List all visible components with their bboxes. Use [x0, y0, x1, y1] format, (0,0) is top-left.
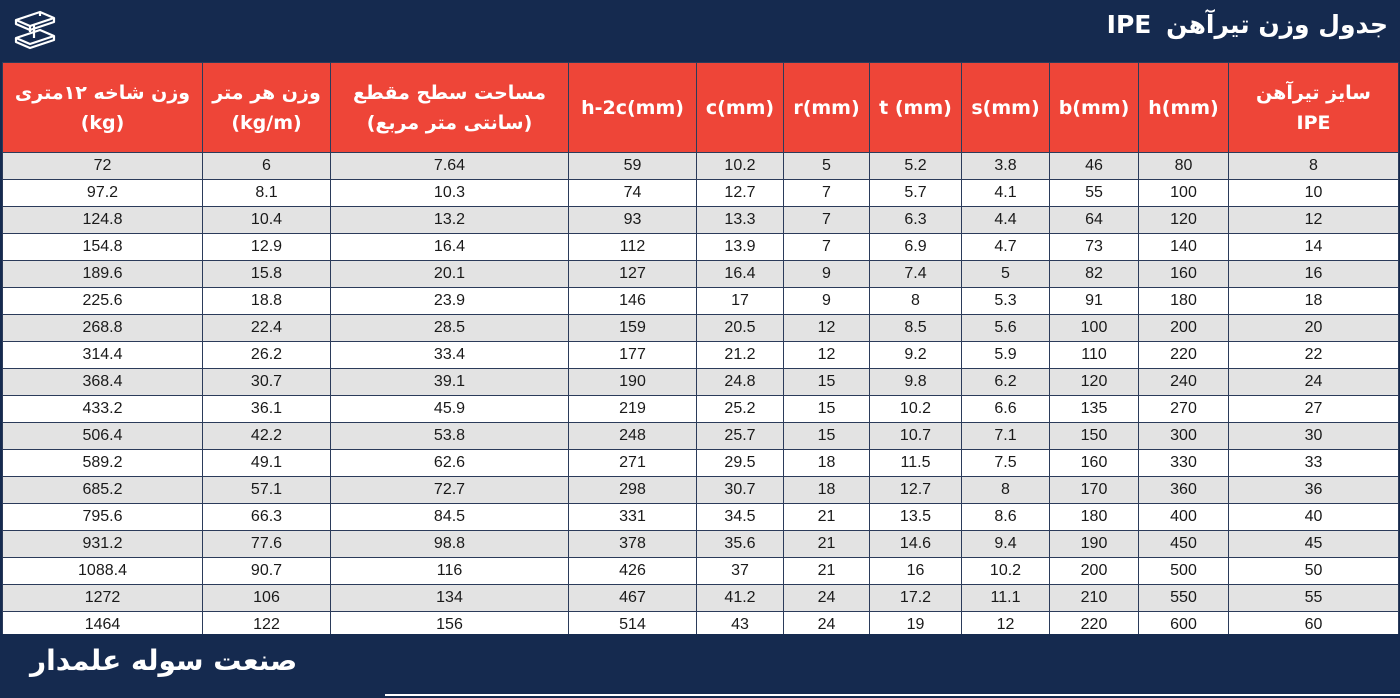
table-row	[3, 288, 1399, 315]
column-header-label: c(mm)	[705, 96, 775, 119]
table-cell: 21	[784, 558, 870, 585]
table-cell: 16.4	[331, 234, 569, 261]
table-cell: 17.2	[870, 585, 962, 612]
table-cell: 514	[569, 612, 697, 639]
table-cell: 55	[1050, 180, 1139, 207]
table-cell: 10.7	[870, 423, 962, 450]
table-cell: 15	[784, 396, 870, 423]
table-cell: 55	[1229, 585, 1399, 612]
table-cell: 7.1	[962, 423, 1050, 450]
table-cell: 506.4	[3, 423, 203, 450]
table-cell: 600	[1139, 612, 1229, 639]
table-cell: 17	[697, 288, 784, 315]
table-cell: 12	[784, 315, 870, 342]
table-cell: 6.3	[870, 207, 962, 234]
table-cell: 49.1	[203, 450, 331, 477]
table-cell: 27	[1229, 396, 1399, 423]
table-cell: 200	[1139, 315, 1229, 342]
column-header	[870, 63, 962, 153]
table-cell: 106	[203, 585, 331, 612]
page-title-fa: جدول وزن تیرآهن	[1166, 10, 1388, 39]
table-cell: 21	[784, 504, 870, 531]
column-header-label: وزن شاخه ۱۲متری	[14, 81, 191, 104]
table-cell: 3.8	[962, 153, 1050, 180]
table-cell: 8	[870, 288, 962, 315]
table-cell: 146	[569, 288, 697, 315]
table-cell: 190	[1050, 531, 1139, 558]
table-row	[3, 450, 1399, 477]
column-header-sublabel: IPE	[1296, 111, 1331, 134]
table-cell: 33	[1229, 450, 1399, 477]
table-cell: 12	[784, 342, 870, 369]
table-cell: 73	[1050, 234, 1139, 261]
table-cell: 271	[569, 450, 697, 477]
i-beam-icon	[10, 8, 58, 54]
table-cell: 4.1	[962, 180, 1050, 207]
table-cell: 9	[784, 288, 870, 315]
table-cell: 15	[784, 423, 870, 450]
table-body	[3, 153, 1399, 639]
table-cell: 8	[962, 477, 1050, 504]
table-cell: 110	[1050, 342, 1139, 369]
table-row	[3, 207, 1399, 234]
table-cell: 210	[1050, 585, 1139, 612]
table-cell: 170	[1050, 477, 1139, 504]
table-cell: 5.7	[870, 180, 962, 207]
table-row	[3, 261, 1399, 288]
table-cell: 159	[569, 315, 697, 342]
table-cell: 160	[1139, 261, 1229, 288]
table-cell: 1088.4	[3, 558, 203, 585]
table-cell: 9.8	[870, 369, 962, 396]
table-cell: 5.3	[962, 288, 1050, 315]
table-cell: 270	[1139, 396, 1229, 423]
table-cell: 550	[1139, 585, 1229, 612]
table-cell: 37	[697, 558, 784, 585]
table-cell: 42.2	[203, 423, 331, 450]
column-header-sublabel: (kg)	[80, 111, 125, 134]
table-cell: 23.9	[331, 288, 569, 315]
table-row	[3, 315, 1399, 342]
table-cell: 13.2	[331, 207, 569, 234]
table-cell: 122	[203, 612, 331, 639]
table-cell: 15.8	[203, 261, 331, 288]
table-cell: 7.5	[962, 450, 1050, 477]
table-cell: 426	[569, 558, 697, 585]
table-cell: 140	[1139, 234, 1229, 261]
table-cell: 9.4	[962, 531, 1050, 558]
table-cell: 43	[697, 612, 784, 639]
table-cell: 13.3	[697, 207, 784, 234]
table-cell: 30.7	[697, 477, 784, 504]
table-cell: 467	[569, 585, 697, 612]
page-title	[1107, 10, 1388, 39]
table-cell: 16	[1229, 261, 1399, 288]
table-cell: 13.5	[870, 504, 962, 531]
table-cell: 268.8	[3, 315, 203, 342]
table-cell: 20.1	[331, 261, 569, 288]
table-cell: 248	[569, 423, 697, 450]
table-cell: 240	[1139, 369, 1229, 396]
table-cell: 46	[1050, 153, 1139, 180]
table-cell: 25.7	[697, 423, 784, 450]
table-cell: 41.2	[697, 585, 784, 612]
table-cell: 28.5	[331, 315, 569, 342]
table-cell: 134	[331, 585, 569, 612]
table-cell: 20.5	[697, 315, 784, 342]
column-header-label: h(mm)	[1148, 96, 1219, 119]
table-cell: 77.6	[203, 531, 331, 558]
table-cell: 8.1	[203, 180, 331, 207]
table-cell: 7	[784, 180, 870, 207]
table-cell: 45.9	[331, 396, 569, 423]
table-cell: 112	[569, 234, 697, 261]
table-cell: 24.8	[697, 369, 784, 396]
table-cell: 33.4	[331, 342, 569, 369]
table-cell: 5	[962, 261, 1050, 288]
column-header	[3, 63, 203, 153]
table-cell: 39.1	[331, 369, 569, 396]
table-cell: 45	[1229, 531, 1399, 558]
table-cell: 24	[784, 612, 870, 639]
table-cell: 10.4	[203, 207, 331, 234]
table-cell: 4.4	[962, 207, 1050, 234]
table-cell: 177	[569, 342, 697, 369]
table-cell: 450	[1139, 531, 1229, 558]
table-cell: 60	[1229, 612, 1399, 639]
table-row	[3, 342, 1399, 369]
column-header	[1229, 63, 1399, 153]
table-cell: 135	[1050, 396, 1139, 423]
table-cell: 84.5	[331, 504, 569, 531]
table-cell: 16.4	[697, 261, 784, 288]
table-row	[3, 531, 1399, 558]
column-header	[203, 63, 331, 153]
table-cell: 10.3	[331, 180, 569, 207]
table-cell: 190	[569, 369, 697, 396]
table-cell: 12.9	[203, 234, 331, 261]
table-row	[3, 477, 1399, 504]
table-cell: 29.5	[697, 450, 784, 477]
table-row	[3, 585, 1399, 612]
table-cell: 7.64	[331, 153, 569, 180]
table-cell: 7	[784, 234, 870, 261]
table-cell: 314.4	[3, 342, 203, 369]
table-cell: 19	[870, 612, 962, 639]
table-cell: 5.2	[870, 153, 962, 180]
column-header	[1139, 63, 1229, 153]
table-cell: 7	[784, 207, 870, 234]
table-cell: 10	[1229, 180, 1399, 207]
column-header	[569, 63, 697, 153]
table-cell: 12.7	[870, 477, 962, 504]
table-cell: 330	[1139, 450, 1229, 477]
column-header-label: وزن هر متر	[212, 81, 321, 104]
table-cell: 66.3	[203, 504, 331, 531]
table-row	[3, 369, 1399, 396]
table-cell: 72.7	[331, 477, 569, 504]
company-name: صنعت سوله علمدار	[30, 644, 298, 677]
table-cell: 433.2	[3, 396, 203, 423]
table-cell: 400	[1139, 504, 1229, 531]
table-cell: 9.2	[870, 342, 962, 369]
table-cell: 124.8	[3, 207, 203, 234]
table-cell: 21	[784, 531, 870, 558]
table-cell: 1464	[3, 612, 203, 639]
table-cell: 24	[784, 585, 870, 612]
table-cell: 8	[1229, 153, 1399, 180]
table-cell: 57.1	[203, 477, 331, 504]
table-cell: 53.8	[331, 423, 569, 450]
table-cell: 500	[1139, 558, 1229, 585]
column-header-sublabel: (سانتی متر مربع)	[366, 111, 533, 134]
page-title-en: IPE	[1106, 10, 1152, 39]
table-cell: 795.6	[3, 504, 203, 531]
table-cell: 24	[1229, 369, 1399, 396]
table-cell: 685.2	[3, 477, 203, 504]
column-header-label: سایز تیرآهن	[1256, 81, 1371, 104]
table-cell: 298	[569, 477, 697, 504]
table-cell: 200	[1050, 558, 1139, 585]
table-cell: 82	[1050, 261, 1139, 288]
table-cell: 18	[784, 450, 870, 477]
table-cell: 64	[1050, 207, 1139, 234]
table-cell: 156	[331, 612, 569, 639]
table-row	[3, 423, 1399, 450]
column-header-label: h-2c(mm)	[581, 96, 684, 119]
table-row	[3, 396, 1399, 423]
table-cell: 10.2	[962, 558, 1050, 585]
column-header	[962, 63, 1050, 153]
table-cell: 93	[569, 207, 697, 234]
column-header	[1050, 63, 1139, 153]
table-cell: 22	[1229, 342, 1399, 369]
table-cell: 220	[1139, 342, 1229, 369]
table-cell: 36	[1229, 477, 1399, 504]
table-cell: 5	[784, 153, 870, 180]
table-cell: 26.2	[203, 342, 331, 369]
table-header-row	[3, 63, 1399, 153]
table-cell: 91	[1050, 288, 1139, 315]
table-cell: 16	[870, 558, 962, 585]
table-cell: 50	[1229, 558, 1399, 585]
table-cell: 8.5	[870, 315, 962, 342]
column-header-label: مساحت سطح مقطع	[352, 81, 547, 104]
ipe-weight-table	[2, 62, 1398, 639]
table-cell: 18	[784, 477, 870, 504]
table-cell: 589.2	[3, 450, 203, 477]
table-cell: 100	[1050, 315, 1139, 342]
column-header-label: r(mm)	[793, 96, 860, 119]
table-cell: 360	[1139, 477, 1229, 504]
table-cell: 225.6	[3, 288, 203, 315]
table-cell: 6.9	[870, 234, 962, 261]
table-cell: 6	[203, 153, 331, 180]
table-cell: 10.2	[697, 153, 784, 180]
table-cell: 11.5	[870, 450, 962, 477]
table-cell: 25.2	[697, 396, 784, 423]
table-cell: 6.6	[962, 396, 1050, 423]
column-header-label: s(mm)	[971, 96, 1040, 119]
table-cell: 100	[1139, 180, 1229, 207]
table-cell: 120	[1139, 207, 1229, 234]
table-cell: 6.2	[962, 369, 1050, 396]
table-cell: 97.2	[3, 180, 203, 207]
table-cell: 116	[331, 558, 569, 585]
table-cell: 14	[1229, 234, 1399, 261]
table-cell: 189.6	[3, 261, 203, 288]
column-header	[331, 63, 569, 153]
table-cell: 160	[1050, 450, 1139, 477]
table-cell: 1272	[3, 585, 203, 612]
table-cell: 98.8	[331, 531, 569, 558]
column-header-label: t (mm)	[879, 96, 952, 119]
table-cell: 12.7	[697, 180, 784, 207]
table-row	[3, 504, 1399, 531]
table-cell: 80	[1139, 153, 1229, 180]
footer-bar	[0, 634, 1400, 698]
table-cell: 74	[569, 180, 697, 207]
table-cell: 72	[3, 153, 203, 180]
table-cell: 21.2	[697, 342, 784, 369]
table-cell: 180	[1050, 504, 1139, 531]
table-cell: 10.2	[870, 396, 962, 423]
table-cell: 36.1	[203, 396, 331, 423]
table-cell: 9	[784, 261, 870, 288]
table-cell: 154.8	[3, 234, 203, 261]
table-cell: 120	[1050, 369, 1139, 396]
table-cell: 12	[962, 612, 1050, 639]
table-cell: 150	[1050, 423, 1139, 450]
table-cell: 5.9	[962, 342, 1050, 369]
table-row	[3, 180, 1399, 207]
footer-divider	[385, 694, 1400, 696]
table-cell: 931.2	[3, 531, 203, 558]
table-cell: 7.4	[870, 261, 962, 288]
table-cell: 40	[1229, 504, 1399, 531]
table-cell: 127	[569, 261, 697, 288]
table-cell: 11.1	[962, 585, 1050, 612]
table-cell: 219	[569, 396, 697, 423]
table-row	[3, 234, 1399, 261]
table-cell: 90.7	[203, 558, 331, 585]
column-header-sublabel: (kg/m)	[231, 111, 302, 134]
table-cell: 12	[1229, 207, 1399, 234]
table-cell: 220	[1050, 612, 1139, 639]
table-cell: 8.6	[962, 504, 1050, 531]
table-row	[3, 153, 1399, 180]
column-header	[784, 63, 870, 153]
table-cell: 4.7	[962, 234, 1050, 261]
table-cell: 368.4	[3, 369, 203, 396]
table-cell: 5.6	[962, 315, 1050, 342]
table-row	[3, 558, 1399, 585]
column-header	[697, 63, 784, 153]
table-cell: 300	[1139, 423, 1229, 450]
table-cell: 378	[569, 531, 697, 558]
table-cell: 34.5	[697, 504, 784, 531]
top-bar	[0, 0, 1400, 62]
table-cell: 13.9	[697, 234, 784, 261]
table-cell: 180	[1139, 288, 1229, 315]
table-cell: 15	[784, 369, 870, 396]
table-cell: 20	[1229, 315, 1399, 342]
table-cell: 22.4	[203, 315, 331, 342]
column-header-label: b(mm)	[1058, 96, 1130, 119]
table-cell: 30.7	[203, 369, 331, 396]
table-cell: 18	[1229, 288, 1399, 315]
table-cell: 331	[569, 504, 697, 531]
table-cell: 59	[569, 153, 697, 180]
table-cell: 14.6	[870, 531, 962, 558]
table-cell: 62.6	[331, 450, 569, 477]
table-cell: 30	[1229, 423, 1399, 450]
table-cell: 18.8	[203, 288, 331, 315]
table-cell: 35.6	[697, 531, 784, 558]
